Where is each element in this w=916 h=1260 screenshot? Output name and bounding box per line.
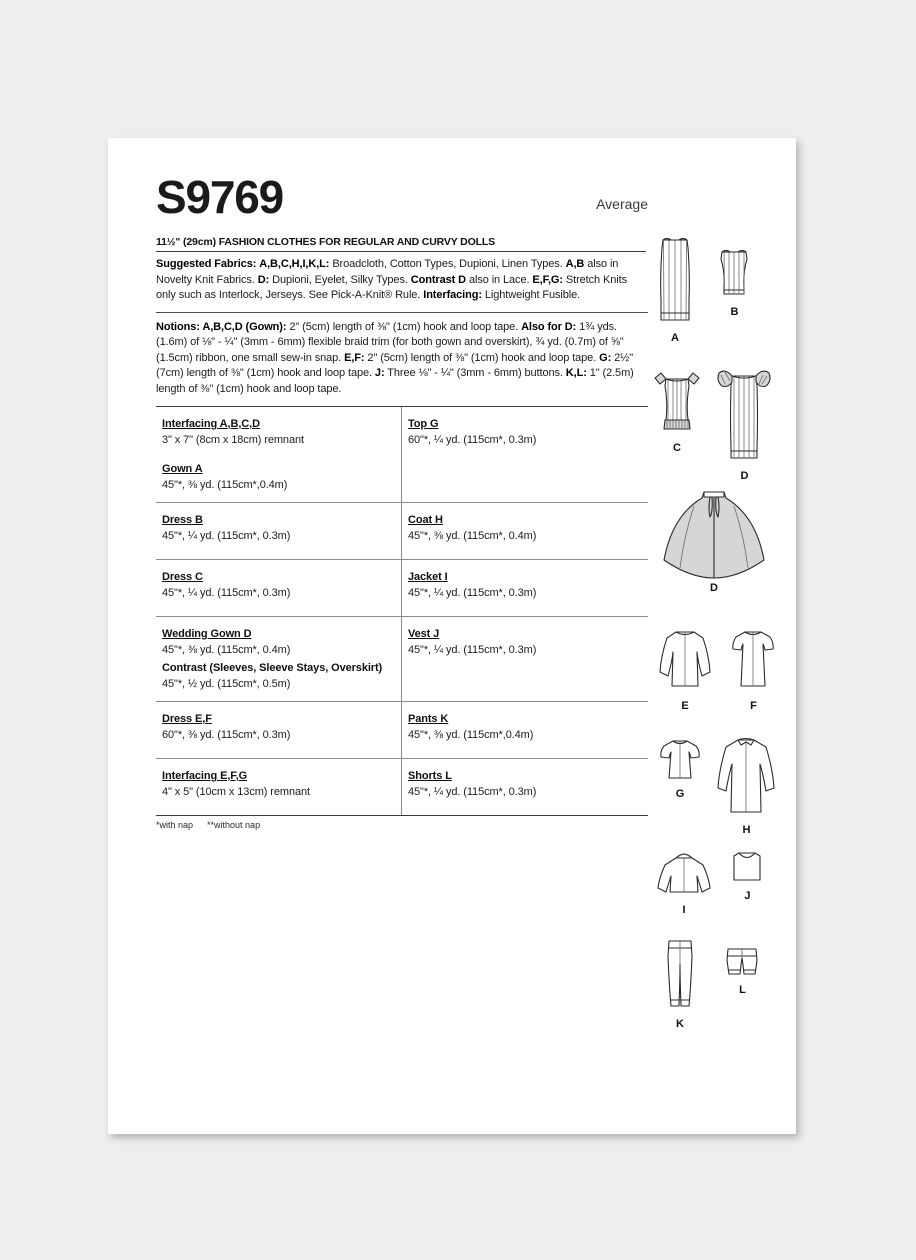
fabrics-codes-4: Contrast D bbox=[410, 273, 466, 286]
notions-codes-5: J: bbox=[374, 367, 385, 379]
figure-g bbox=[656, 734, 704, 800]
figure-i bbox=[656, 846, 712, 916]
figure-d-overskirt-label: D bbox=[710, 582, 718, 594]
yardage-entry-value: 60"*, ⅜ yd. (115cm*, 0.3m) bbox=[162, 729, 291, 741]
table-cell-left bbox=[156, 702, 402, 758]
yardage-entry-heading: Gown A bbox=[162, 463, 203, 475]
yardage-entry-value: 45"*, ⅜ yd. (115cm*, 0.4m) bbox=[408, 530, 537, 542]
notions-text-6: 1" (2.5m) length of ⅜" (1cm) hook and loop tape. bbox=[156, 367, 634, 395]
table-cell-right bbox=[402, 560, 648, 616]
figure-e bbox=[658, 624, 712, 712]
fabrics-text-2: also in Novelty Knit Fabrics. bbox=[156, 258, 619, 286]
fabrics-label: Suggested Fabrics: bbox=[156, 258, 257, 270]
figure-f-label: F bbox=[750, 700, 757, 712]
table-cell-right bbox=[402, 702, 648, 758]
fabrics-codes-6: Interfacing: bbox=[423, 289, 482, 301]
yardage-entry-value: 45"*, ¼ yd. (115cm*, 0.3m) bbox=[162, 587, 291, 599]
figure-j-label: J bbox=[744, 890, 751, 902]
yardage-entry-value: 45"*, ⅜ yd. (115cm*, 0.4m) bbox=[162, 644, 291, 656]
yardage-entry-value: 45"*, ¼ yd. (115cm*, 0.3m) bbox=[162, 530, 291, 542]
notions-codes-3: E,F: bbox=[344, 351, 365, 364]
table-cell-left bbox=[156, 617, 402, 701]
yardage-entry bbox=[408, 414, 640, 446]
fabrics-text-4: also in Lace. bbox=[466, 273, 533, 286]
figure-k bbox=[658, 934, 702, 1030]
yardage-entry bbox=[408, 567, 640, 599]
fabrics-text-5: Stretch Knits only such as Interlock, Jerseys. See Pick-A-Knit® Rule. bbox=[156, 273, 627, 301]
yardage-entry-heading: Interfacing E,F,G bbox=[162, 770, 248, 782]
yardage-entry bbox=[162, 567, 393, 599]
yardage-entry-heading: Dress B bbox=[162, 514, 203, 526]
figure-b-label: B bbox=[730, 306, 739, 318]
notions-codes-1: A,B,C,D (Gown): bbox=[199, 320, 287, 333]
notions-codes-6: K,L: bbox=[565, 367, 587, 379]
illustration-group-overskirt bbox=[660, 486, 768, 594]
table-cell-left bbox=[156, 407, 402, 502]
figure-h bbox=[716, 732, 776, 836]
notions-codes-2: Also for D: bbox=[521, 320, 577, 333]
yardage-entry bbox=[408, 766, 640, 798]
notions-text-3: 2" (5cm) length of ⅜" (1cm) hook and loop tape. bbox=[364, 351, 600, 364]
yardage-entry bbox=[408, 510, 640, 542]
yardage-entry bbox=[408, 624, 640, 656]
figure-a-label: A bbox=[671, 332, 679, 344]
table-cell-left bbox=[156, 759, 402, 815]
figure-k-label: K bbox=[676, 1018, 684, 1030]
figure-a bbox=[654, 234, 696, 344]
yardage-entry-heading: Dress E,F bbox=[162, 713, 212, 725]
table-row bbox=[156, 617, 648, 702]
yardage-table bbox=[156, 406, 648, 816]
yardage-entry-value: 45"*, ¼ yd. (115cm*, 0.3m) bbox=[408, 587, 537, 599]
figure-b bbox=[714, 246, 754, 318]
figure-l bbox=[720, 942, 764, 996]
illustration-group-gh bbox=[656, 732, 776, 836]
table-cell-right bbox=[402, 617, 648, 701]
yardage-entry bbox=[162, 414, 393, 446]
yardage-entry-heading: Pants K bbox=[408, 713, 449, 725]
figure-g-label: G bbox=[675, 788, 685, 800]
illustration-group-ef bbox=[658, 624, 778, 712]
fabrics-codes-2: A,B bbox=[565, 258, 585, 270]
garment-illustrations bbox=[654, 234, 804, 1074]
figure-e-label: E bbox=[681, 700, 689, 712]
yardage-entry-value: 45"*, ½ yd. (115cm*, 0.5m) bbox=[162, 678, 291, 690]
notions-paragraph bbox=[156, 320, 648, 398]
yardage-entry-value: 45"*, ¼ yd. (115cm*, 0.3m) bbox=[408, 644, 537, 656]
yardage-entry-heading: Wedding Gown D bbox=[162, 628, 252, 640]
notions-label: Notions: bbox=[156, 320, 200, 333]
fabrics-codes-5: E,F,G: bbox=[532, 273, 563, 286]
fabrics-text-6: Lightweight Fusible. bbox=[481, 289, 581, 301]
figure-d-gown-label: D bbox=[740, 470, 749, 482]
table-cell-left bbox=[156, 503, 402, 559]
yardage-entry-heading: Dress C bbox=[162, 571, 203, 583]
yardage-entry-heading: Contrast (Sleeves, Sleeve Stays, Overskirt) bbox=[162, 662, 383, 674]
pattern-envelope-page bbox=[108, 138, 796, 1134]
figure-d-overskirt bbox=[660, 486, 768, 594]
notions-text-4: 2½" (7cm) length of ⅜" (1cm) hook and loop tape. bbox=[156, 351, 634, 379]
table-cell-right bbox=[402, 759, 648, 815]
illustration-group-ij bbox=[656, 846, 766, 916]
table-cell-right bbox=[402, 407, 648, 502]
illustration-group-cd bbox=[652, 364, 772, 482]
illustration-group-ab bbox=[654, 234, 754, 344]
yardage-entry-value: 45"*, ⅜ yd. (115cm*,0.4m) bbox=[162, 479, 288, 491]
fabrics-text-3: Dupioni, Eyelet, Silky Types. bbox=[269, 273, 411, 286]
figure-j bbox=[728, 846, 766, 902]
notions-text-5: Three ⅛" - ¼" (3mm - 6mm) buttons. bbox=[384, 367, 566, 379]
yardage-entry-value: 3" x 7" (8cm x 18cm) remnant bbox=[162, 434, 304, 446]
table-row bbox=[156, 759, 648, 816]
figure-i-label: I bbox=[682, 904, 686, 916]
divider-above-notions bbox=[156, 312, 648, 313]
header bbox=[156, 171, 752, 236]
without-nap-note: **without nap bbox=[207, 820, 261, 830]
table-cell-right bbox=[402, 503, 648, 559]
yardage-entry-heading: Interfacing A,B,C,D bbox=[162, 418, 260, 430]
figure-c bbox=[652, 368, 702, 454]
fabrics-codes-1: A,B,C,H,I,K,L: bbox=[259, 258, 330, 270]
table-row bbox=[156, 560, 648, 617]
figure-d-gown bbox=[716, 364, 772, 482]
table-row bbox=[156, 407, 648, 503]
yardage-entry bbox=[162, 624, 393, 656]
yardage-entry-heading: Top G bbox=[408, 418, 439, 430]
page-subtitle: 11½" (29cm) FASHION CLOTHES FOR REGULAR AND CURVY DOLLS bbox=[156, 236, 646, 252]
yardage-entry bbox=[162, 459, 393, 491]
yardage-entry-value: 45"*, ¼ yd. (115cm*, 0.3m) bbox=[408, 786, 537, 798]
table-cell-left bbox=[156, 560, 402, 616]
yardage-entry-heading: Coat H bbox=[408, 514, 443, 526]
yardage-entry-heading: Vest J bbox=[408, 628, 440, 640]
fabrics-codes-3: D: bbox=[257, 273, 270, 286]
notions-text-2: 1¾ yds. (1.6m) of ⅛" - ¼" (3mm - 6mm) flexible braid trim (for both gown and overskirt), ¾ yd. (0.7m) of ⅝" (1.5cm) ribbon, one small sew-in snap. bbox=[156, 320, 624, 364]
yardage-entry bbox=[408, 709, 640, 741]
yardage-entry bbox=[162, 510, 393, 542]
table-row bbox=[156, 503, 648, 560]
notions-codes-4: G: bbox=[599, 351, 612, 364]
yardage-entry-heading: Jacket I bbox=[408, 571, 448, 583]
illustration-group-kl bbox=[658, 934, 764, 1030]
difficulty-label: Average bbox=[596, 196, 648, 212]
yardage-entry-value: 4" x 5" (10cm x 13cm) remnant bbox=[162, 786, 310, 798]
suggested-fabrics-paragraph bbox=[156, 257, 648, 304]
figure-c-label: C bbox=[673, 442, 681, 454]
yardage-entry-value: 60"*, ¼ yd. (115cm*, 0.3m) bbox=[408, 434, 537, 446]
fabrics-text-1: Broadcloth, Cotton Types, Dupioni, Linen Types. bbox=[329, 258, 566, 270]
table-row bbox=[156, 702, 648, 759]
notions-text-1: 2" (5cm) length of ⅜" (1cm) hook and loop tape. bbox=[286, 320, 522, 333]
yardage-entry-heading: Shorts L bbox=[408, 770, 452, 782]
yardage-entry bbox=[162, 709, 393, 741]
yardage-entry bbox=[162, 766, 393, 798]
figure-l-label: L bbox=[739, 984, 746, 996]
yardage-entry bbox=[162, 658, 393, 690]
yardage-entry-value: 45"*, ⅜ yd. (115cm*,0.4m) bbox=[408, 729, 534, 741]
figure-h-label: H bbox=[742, 824, 751, 836]
figure-f bbox=[728, 624, 778, 712]
pattern-number: S9769 bbox=[156, 171, 284, 223]
with-nap-note: *with nap bbox=[156, 820, 194, 830]
page-content bbox=[156, 171, 757, 1104]
